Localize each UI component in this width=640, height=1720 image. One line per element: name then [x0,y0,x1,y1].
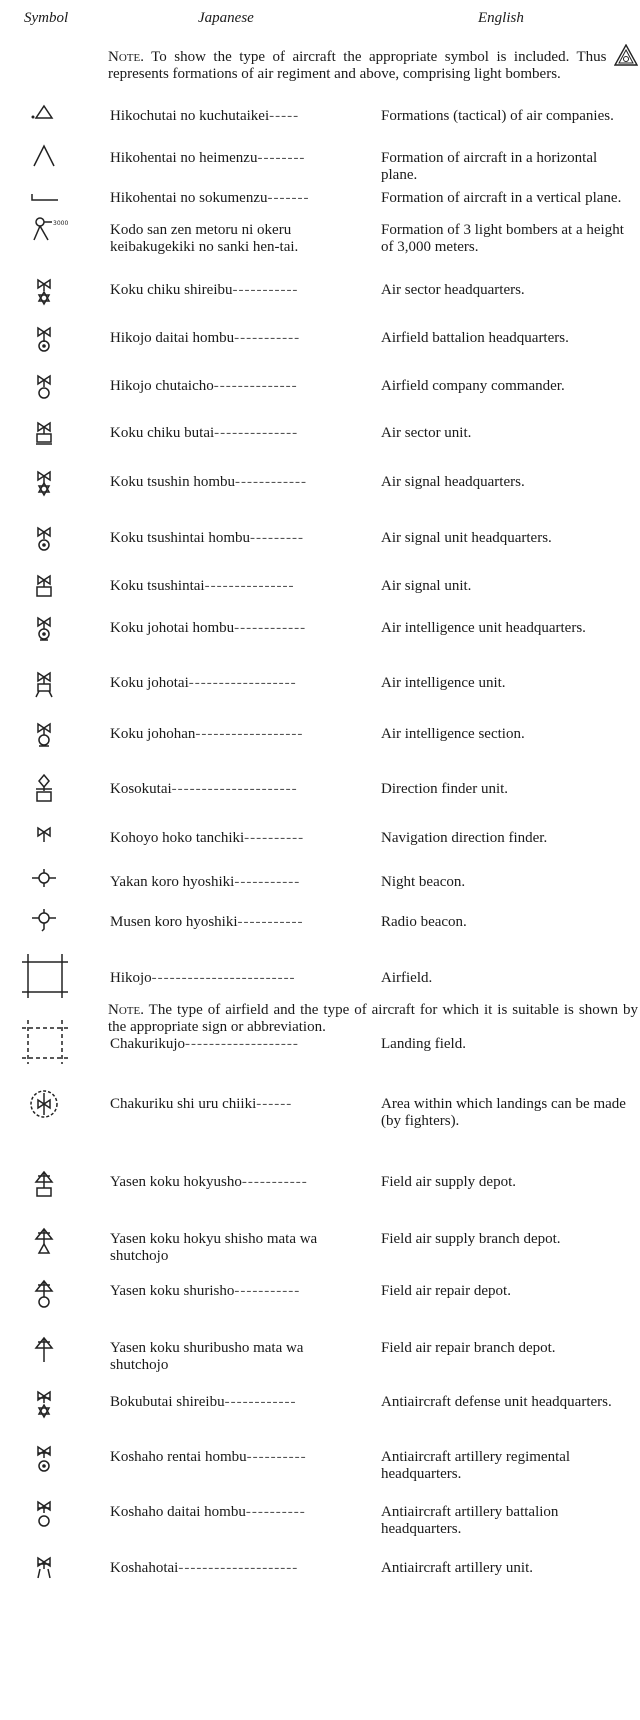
english-column-header: English [478,10,524,26]
note-label: Note. [108,49,144,65]
japanese-term [110,675,360,692]
japanese-term [110,150,360,167]
japanese-column-header: Japanese [198,10,254,26]
antiaircraft-battalion-hq-icon [16,1496,80,1536]
note-aircraft-type [108,44,638,83]
japanese-text: Bokubutai shireibu [110,1394,225,1410]
japanese-text: Koshaho daitai hombu [110,1504,246,1520]
radio-beacon-icon [16,906,80,946]
leader-dashes: ------ [256,1096,293,1112]
english-translation: Formation of aircraft in a horizontal plane. [381,150,598,183]
japanese-text: Koku johotai hombu [110,620,235,636]
air-sector-hq-icon [16,274,80,314]
leader-dashes: -------------------- [178,1560,299,1576]
english-translation: Radio beacon. [381,914,467,930]
japanese-text: Kosokutai [110,781,172,797]
japanese-term [110,222,360,256]
field-air-repair-depot-icon [16,1275,80,1315]
japanese-text: Koku johohan [110,726,196,742]
japanese-term [110,1096,360,1113]
field-air-supply-depot-icon [16,1166,80,1206]
leader-dashes: --------------- [204,578,295,594]
leader-dashes: ----------- [232,282,299,298]
antiaircraft-regimental-hq-icon [16,1441,80,1481]
japanese-text: Koshaho rentai hombu [110,1449,247,1465]
japanese-term [110,970,360,987]
air-signal-hq-icon [16,466,80,506]
japanese-term [110,1036,360,1053]
english-translation: Air intelligence unit headquarters. [381,620,586,636]
japanese-term [110,378,360,395]
japanese-term [110,1231,360,1265]
air-signal-unit-hq-icon [16,522,80,562]
english-translation: Night beacon. [381,874,466,890]
japanese-text: Chakurikujo [110,1036,185,1052]
english-translation: Landing field. [381,1036,466,1052]
note-label: Note. [108,1002,144,1018]
antiaircraft-artillery-unit-icon [16,1552,80,1592]
english-translation: Air sector headquarters. [381,282,525,298]
japanese-term [110,578,360,595]
antiaircraft-defense-hq-icon [16,1386,80,1426]
japanese-text: Yasen koku shurisho [110,1283,235,1299]
english-translation: Field air repair depot. [381,1283,511,1299]
light-bombers-altitude-icon [16,214,80,254]
english-translation: Antiaircraft artillery battalion headquarters. [381,1504,559,1537]
english-translation: Field air supply branch depot. [381,1231,561,1247]
japanese-text: Koku tsushin hombu [110,474,236,490]
japanese-term [110,1560,360,1577]
leader-dashes: ----------- [234,330,301,346]
japanese-term [110,781,360,798]
english-translation: Navigation direction finder. [381,830,548,846]
leader-dashes: ----------- [234,1283,301,1299]
airfield-company-commander-icon [16,370,80,410]
airfield-battalion-hq-icon [16,322,80,362]
japanese-text: Hikojo chutaicho [110,378,214,394]
leader-dashes: ------- [267,190,310,206]
leader-dashes: ---------- [245,1504,306,1520]
japanese-term [110,874,360,891]
field-air-repair-branch-depot-icon [16,1332,80,1372]
air-intelligence-unit-hq-icon [16,612,80,652]
leader-dashes: -------- [257,150,306,166]
english-translation: Formations (tactical) of air companies. [381,108,614,124]
english-translation: Air intelligence section. [381,726,525,742]
leader-dashes: ----------- [237,914,304,930]
japanese-text: Koku tsushintai hombu [110,530,251,546]
navigation-direction-finder-icon [16,822,80,862]
english-translation: Formation of 3 light bombers at a height of 3,000 meters. [381,222,624,255]
japanese-text: Koku chiku butai [110,425,215,441]
field-air-supply-branch-depot-icon [16,1223,80,1263]
japanese-text: Hikohentai no sokumenzu [110,190,268,206]
leader-dashes: ------------ [234,620,307,636]
leader-dashes: ------------------ [188,675,297,691]
japanese-term [110,282,360,299]
leader-dashes: ------------ [235,474,307,490]
altitude-label: 3000 [53,220,69,227]
japanese-term [110,830,360,847]
english-translation: Direction finder unit. [381,781,509,797]
japanese-text: Musen koro hyoshiki [110,914,238,930]
english-translation: Air sector unit. [381,425,472,441]
english-translation: Antiaircraft defense unit headquarters. [381,1394,612,1410]
english-translation: Airfield battalion headquarters. [381,330,569,346]
japanese-text: Chakuriku shi uru chiiki [110,1096,257,1112]
japanese-term [110,914,360,931]
landing-area-icon [16,1088,80,1128]
japanese-term [110,620,360,637]
japanese-term [110,1394,360,1411]
japanese-term [110,726,360,743]
japanese-term [110,1504,360,1521]
leader-dashes: --------- [250,530,304,546]
air-intelligence-unit-icon [16,667,80,707]
japanese-text: Hikojo [110,970,152,986]
leader-dashes: ------------------ [195,726,304,742]
japanese-term [110,330,360,347]
japanese-term [110,108,360,125]
japanese-text: Yasen koku hokyusho [110,1174,242,1190]
japanese-term [110,474,360,491]
note-text-b: represents formations of air regiment and above, comprising light bombers. [108,66,561,82]
direction-finder-unit-icon [16,773,80,813]
note-text: The type of airfield and the type of aircraft for which it is suitable is shown by the appropriate sign or abbreviation. [108,1002,638,1035]
leader-dashes: ----------- [234,874,301,890]
japanese-text: Koku tsushintai [110,578,205,594]
japanese-term [110,425,360,442]
japanese-text: Kohoyo hoko tanchiki [110,830,245,846]
japanese-text: Hikochutai no kuchutaikei [110,108,270,124]
japanese-term [110,1340,360,1374]
leader-dashes: ------------------------ [151,970,296,986]
english-translation: Air signal unit headquarters. [381,530,552,546]
japanese-term [110,1449,360,1466]
formation-companies-icon [16,100,80,140]
japanese-text: Koshahotai [110,1560,179,1576]
english-translation: Field air repair branch depot. [381,1340,556,1356]
air-sector-unit-icon [16,417,80,457]
english-translation: Formation of aircraft in a vertical plane. [381,190,622,206]
japanese-term [110,1174,360,1191]
leader-dashes: -------------- [214,425,299,441]
leader-dashes: --------------------- [171,781,298,797]
japanese-text: Hikohentai no heimenzu [110,150,258,166]
japanese-text: Hikojo daitai hombu [110,330,235,346]
japanese-text: Koku chiku shireibu [110,282,233,298]
english-translation: Air signal unit. [381,578,472,594]
english-translation: Air intelligence unit. [381,675,506,691]
air-intelligence-section-icon [16,718,80,758]
japanese-term [110,190,360,207]
note-text-a: To show the type of aircraft the appropriate symbol is included. Thus [143,49,607,65]
symbol-column-header: Symbol [24,10,69,26]
horizontal-formation-icon [16,142,80,182]
airfield-icon [16,952,80,992]
japanese-text: Yasen koku shuribusho mata wa shutchojo [110,1340,304,1373]
leader-dashes: ---------- [244,830,305,846]
night-beacon-icon [16,866,80,906]
japanese-term [110,1283,360,1300]
leader-dashes: ------------------- [185,1036,299,1052]
english-translation: Field air supply depot. [381,1174,516,1190]
light-bomber-regiment-icon [614,44,638,66]
japanese-term [110,530,360,547]
leader-dashes: ----------- [241,1174,308,1190]
english-translation: Antiaircraft artillery unit. [381,1560,534,1576]
leader-dashes: -------------- [213,378,298,394]
landing-field-icon [16,1018,80,1058]
leader-dashes: ---------- [246,1449,307,1465]
english-translation: Airfield. [381,970,433,986]
japanese-text: Koku johotai [110,675,189,691]
japanese-text: Yasen koku hokyu shisho mata wa shutchojo [110,1231,318,1264]
leader-dashes: ----- [269,108,300,124]
japanese-text: Yakan koro hyoshiki [110,874,235,890]
english-translation: Air signal headquarters. [381,474,525,490]
english-translation: Antiaircraft artillery regimental headquarters. [381,1449,571,1482]
english-translation: Area within which landings can be made (by fighters). [381,1096,626,1129]
leader-dashes: ------------ [224,1394,297,1410]
japanese-text: Kodo san zen metoru ni okeru keibakugekiki no sanki hen-tai. [110,222,299,255]
air-signal-unit-icon [16,570,80,610]
english-translation: Airfield company commander. [381,378,565,394]
note-airfield-type [108,1002,638,1036]
